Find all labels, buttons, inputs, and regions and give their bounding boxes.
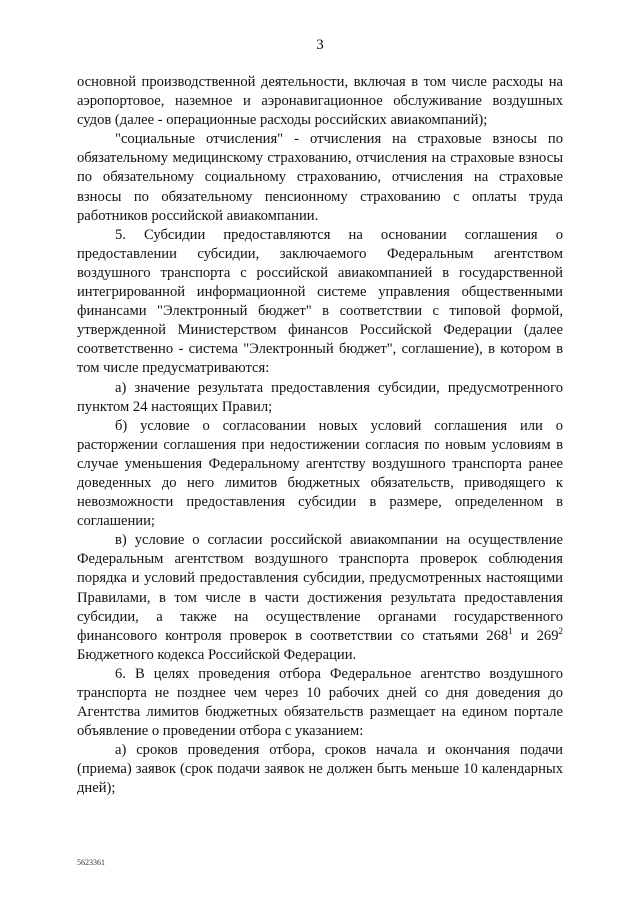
paragraph-5a: а) значение результата предоставления субсидии, предусмотренного пунктом 24 настоящих Правил; bbox=[77, 379, 563, 415]
document-code: 5623361 bbox=[77, 858, 105, 867]
paragraph-6a: а) сроков проведения отбора, сроков начала и окончания подачи (приема) заявок (срок подачи заявок не должен быть меньше 10 календарных дней); bbox=[77, 742, 563, 797]
document-body bbox=[77, 73, 563, 799]
paragraph-6-selection: 6. В целях проведения отбора Федеральное агентство воздушного транспорта не позднее чем через 10 рабочих дней со дня доведения до Агентства лимитов бюджетных обязательств размещает на едином портале объявление о проведении отбора с указанием: bbox=[77, 665, 563, 740]
paragraph-5v-end: Бюджетного кодекса Российской Федерации. bbox=[77, 646, 357, 663]
superscript-2: 2 bbox=[558, 625, 563, 636]
paragraph-5-subsidies-agreement: 5. Субсидии предоставляются на основании соглашения о предоставлении субсидии, заключаемого Федеральным агентством воздушного транспорта с российской авиакомпанией в государственной интегрированной информационной системе управления общественными финансами "Электронный бюджет" в соответствии с типовой формой, утвержденной Министерством финансов Российской Федерации (далее соответственно - система "Электронный бюджет", соглашение), в котором в том числе предусматриваются: bbox=[77, 226, 563, 377]
paragraph-5b: б) условие о согласовании новых условий соглашения или о расторжении соглашения при недостижении согласия по новым условиям в случае уменьшения Федеральному агентству воздушного транспорта ранее доведенных до него лимитов бюджетных обязательств, приводящего к невозможности предоставления субсидии в размере, определенном в соглашении; bbox=[77, 417, 563, 530]
paragraph-5v-mid: и 269 bbox=[512, 627, 559, 644]
paragraph-5v-main: в) условие о согласии российской авиакомпании на осуществление Федеральным агентством воздушного транспорта проверок соблюдения порядка и условий предоставления субсидии, предусмотренных настоящими Правилами, в том числе в части достижения результата предоставления субсидии, а также на осуществление органами государственного финансового контроля проверок в соответствии со статьями 268 bbox=[77, 532, 563, 644]
paragraph-continuation: основной производственной деятельности, включая в том числе расходы на аэропортовое, наземное и аэронавигационное обслуживание воздушных судов (далее - операционные расходы российских авиакомпаний); bbox=[77, 74, 563, 129]
page-number: 3 bbox=[316, 37, 324, 53]
paragraph-5v bbox=[77, 531, 563, 665]
superscript-1: 1 bbox=[508, 625, 513, 636]
paragraph-social-contributions: "социальные отчисления" - отчисления на страховые взносы по обязательному медицинскому страхованию, отчисления на страховые взносы по обязательному социальному страхованию, отчисления на страховые взносы по обязательному пенсионному страхованию с оплаты труда работников российской авиакомпании. bbox=[77, 131, 563, 224]
